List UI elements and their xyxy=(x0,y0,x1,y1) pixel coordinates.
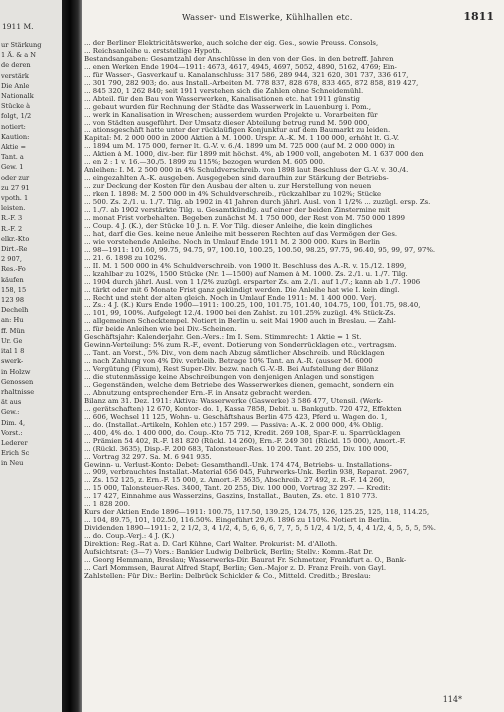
facing-page-line: verstärk xyxy=(1,71,29,80)
text-line: Bestandsangaben: Gesamtzahl der Anschlüsse in den von der Ges. in den betreff. Jahren xyxy=(84,55,394,63)
facing-page-line: R.-F. 2 xyxy=(1,224,23,233)
facing-page-line: Tant. a xyxy=(1,153,24,162)
facing-page-line: leisten. xyxy=(1,204,26,213)
facing-page-line: Nationalk xyxy=(1,92,34,101)
facing-page-line: Ur. Ge xyxy=(1,336,23,345)
facing-page-line: de deren xyxy=(1,61,31,70)
running-head xyxy=(82,10,502,26)
text-line: ... do. (Installat.-Artikeln, Kohlen etc.) 157 299. — Passiva: A.-K. 2 000 000, 4% Oblig. xyxy=(84,421,384,429)
facing-page-line: Lederer xyxy=(1,438,28,447)
text-line: Geschäftsjahr: Kalenderjahr. Gen.-Vers.: Im I. Sem. Stimmrecht: 1 Aktie = 1 St. xyxy=(84,334,362,342)
facing-page-line: käufen xyxy=(1,275,24,284)
facing-page-line: Dechelh xyxy=(1,306,29,315)
text-line: Anleihen: I. M. 2 500 000 in 4% Schuldverschreib. von 1898 laut Beschluss der G.-V. v. 30./4. xyxy=(84,167,409,175)
text-line: ... en 2 : 1 v. 16.—30./5. 1899 zu 115%; bezogen wurden M. 605 000. xyxy=(84,159,325,167)
facing-page-line: Dim. 4, xyxy=(1,418,26,427)
text-line: ... 104, 89.75, 101, 102.50, 116.50%. Eingeführt 29./6. 1896 zu 110%. Notiert in Berlin. xyxy=(84,517,392,525)
text-line: ... werk in Kanalisation in Wreschen; ausserdem wurden Projekte u. Vorarbeiten für xyxy=(84,111,378,119)
text-line: ... Tant. an Vorst., 5% Div., von dem nach Abzug sämtlicher Abschreib. und Rücklagen xyxy=(84,350,385,358)
text-line: ... 1904 durch jährl. Ausl. von 1 1/2% zuzügl. ersparter Zs. am 2./1. auf 1./7.; kann ab 1./7. 1906 xyxy=(84,278,421,286)
book-gutter xyxy=(62,0,82,712)
facing-page-line: Stücke à xyxy=(1,102,31,111)
text-line: ... Zs.: 4 J. (K.) Kurs Ende 1900—1911: 100.25, 100, 101.75, 101.40, 104.75, 100, 101.75, 98.40, xyxy=(84,302,421,310)
facing-page-line: 1 Ä. & a N xyxy=(1,51,37,60)
text-line: ... 1894 um M. 175 000, ferner lt. G.-V. v. 6./4. 1899 um M. 725 000 (auf M. 2 000 000) in xyxy=(84,143,395,151)
facing-page-edge xyxy=(0,0,62,712)
facing-page-text xyxy=(1,40,61,469)
facing-page-line: ital 1 8 xyxy=(1,347,25,356)
facing-page-line: swerk- xyxy=(1,357,24,366)
text-line: Kapital: M. 2 000 000 in 2000 Aktien à M. 1000. Urspr. A.-K. M. 1 100 000, erhöht lt. G.-V. xyxy=(84,135,400,143)
text-line: ... wie vorstehende Anleihe. Noch in Umlauf Ende 1911 M. 2 300 000. Kurs in Berlin xyxy=(84,238,380,246)
text-line: ... 400, 4% do. 1 400 000, do. Coup.-Kto 75 712, Kredit. 269 108, Spar-F. u. Sparrücklagen xyxy=(84,429,401,437)
facing-page-line: Vorst.: xyxy=(1,428,23,437)
text-line: Aufsichtsrat: (3—7) Vors.: Bankier Ludwig Delbrück, Berlin; Stellv.: Komm.-Rat Dr. xyxy=(84,549,374,556)
text-line: ... rken I. 1898: M. 2 500 000 in 4% Schuldverschreib., rückzahlbar zu 102%; Stücke xyxy=(84,191,382,199)
text-line: ... enen Werken Ende 1904—1911: 4673, 4617, 4945, 4697, 5052, 4890, 5162, 4769; Ein- xyxy=(84,63,397,71)
text-line: ... 1./7. ab 1902 verstärkte Tilg. u. Gesamtkündig. auf einer der beiden Zinstermine mit xyxy=(84,207,391,215)
text-line: ... eingezahlten A.-K. ausgeben. Ausgegeben sind daraufhin zur Stärkung der Betriebs- xyxy=(84,175,389,183)
text-line: ... zur Deckung der Kosten für den Ausbau der alten u. zur Herstellung von neuen xyxy=(84,183,372,191)
facing-page-line: 2 907, xyxy=(1,255,22,264)
text-line: ... Vergütung (Fixum), Rest Super-Div. bezw. nach G.-V.-B. Bei Aufstellung der Bilanz xyxy=(84,366,379,374)
text-line: ... 301 790, 282 903; do. aus Install.-Arbeiten M. 778 837, 828 678, 833 465, 872 858, 819 427, xyxy=(84,79,419,87)
text-line: ... Abnutzung entsprechender Ern.-F. in Ansatz gebracht werden. xyxy=(84,389,313,397)
text-line: ... ationsgeschäft hatte unter der rücklaüfigen Konjunktur auf dem Baumarkt zu leiden. xyxy=(84,127,391,135)
text-line: Kurs der Aktien Ende 1896—1911: 100.75, 117.50, 139.25, 124.75, 126, 125.25, 125, 118, 114.25, xyxy=(84,509,430,517)
text-line: ... Aktien à M. 1000, div.-ber. für 1899 mit höchst. 4%, ab 1900 voll, angeboten M. 1 637 000 den xyxy=(84,151,424,159)
facing-page-line: in Holzw xyxy=(1,367,31,376)
running-head-title: Wasser- und Eiswerke, Kühlhallen etc. xyxy=(182,12,353,22)
facing-page-line: Genossen xyxy=(1,377,34,386)
text-line: ... II. M. 1 500 000 in 4% Schuldverschreib. von 1900 lt. Beschluss des A.-R. v. 15./12. 1899, xyxy=(84,262,407,270)
text-line: ... 98—1911: 101.60, 99.75, 94.75, 97, 100.10, 100.25, 100.50, 98.25, 97.75, 96.40, 95, 99, 97, 97%. xyxy=(84,246,436,254)
text-line: ... 500. Zs. 2./1. u. 1./7. Tilg. ab 1902 in 41 Jahren durch jährl. Ausl. von 1 1/2% ... zuzügl. ersp. Zs. xyxy=(84,199,431,207)
text-line: ... Prämien 54 402, R.-F. 181 820 (Rückl. 14 260), Ern.-F. 249 301 (Rückl. 15 000), Amort.-F. xyxy=(84,437,406,445)
facing-page-line: Dirt.-Re xyxy=(1,245,28,254)
text-line: ... gebaut wurden für Rechnung der Städte das Wasserwerk in Lauenburg i. Pom., xyxy=(84,103,372,111)
facing-page-line: notiert: xyxy=(1,122,26,131)
facing-page-line: vpoth. 1 xyxy=(1,194,29,203)
facing-page-line: elkr.-Kto xyxy=(1,234,30,243)
text-line: ... 606, Wechsel 11 125, Wohn- u. Geschäftshaus Berlin 475 423, Pferd u. Wagen do. 1, xyxy=(84,413,388,421)
page-number: 1811 xyxy=(463,10,494,23)
facing-page-line: R.-F. 3 xyxy=(1,214,23,223)
text-line: ... (Rückl. 3635), Disp.-F. 200 683, Talonsteuer-Res. 10 200. Tant. 20 255, Div. 100 000, xyxy=(84,445,389,453)
facing-page-line: 158, 15 xyxy=(1,285,27,294)
text-line: ... für Wasser-, Gasverkauf u. Kanalanschluss: 317 586, 289 944, 321 620, 301 737, 336 617, xyxy=(84,71,409,79)
text-line: Bilanz am 31. Dez. 1911: Aktiva: Wasserwerke (Gaswerke) 3 586 477, Utensil. (Werk- xyxy=(84,397,383,405)
text-line: ... Reichsanleihe u. erststellige Hypoth. xyxy=(84,47,222,55)
text-line: ... 909, verbrauchtes Installat.-Material 656 045, Fuhrwerks-Unk. Berlin 938, Reparat. 2967, xyxy=(84,469,410,477)
facing-page-header: 1911 M. xyxy=(2,22,34,31)
facing-page-line: folgt, 1/2 xyxy=(1,112,32,121)
facing-page-line: rhaltnisse xyxy=(1,387,35,396)
text-line: ... tärkt oder mit 6 Monate Frist ganz gekündigt werden. Die Anleihe hat wie I. kein dingl. xyxy=(84,286,400,294)
text-line: ... für beide Anleihen wie bei Div.-Scheinen. xyxy=(84,326,237,334)
facing-page-line: Gew.: xyxy=(1,408,20,417)
text-line: ... Abteil. für den Bau von Wasserwerken, Kanalisationen etc. hat 1911 günstig xyxy=(84,95,360,103)
text-line: ... gerätschaften) 12 670, Kontor- do. 1, Kassa 7858, Debit. u. Bankgutb. 720 472, Effekten xyxy=(84,405,402,413)
facing-page-line: zu 27 91 xyxy=(1,183,30,192)
text-line: ... monat Frist vorbehalten. Begeben zunächst M. 1 750 000, der Rest von M. 750 000 1899 xyxy=(84,214,406,222)
text-line: ... hat, darf die Ges. keine neue Anleihe mit besseren Rechten auf das Vermögen der Ges. xyxy=(84,230,398,238)
text-line: ... 21. 6. 1898 zu 102%. xyxy=(84,254,167,262)
text-line: Gewinn-Verteilung: 5% zum R.-F., event. Dotierung von Sonderrücklagen etc., vertragsm. xyxy=(84,342,397,350)
text-line: ... 101, 99, 100%. Aufgelegt 12./4. 1900 bei den Zahlst. zu 101.25% zuzügl. 4% Stück-Zs. xyxy=(84,310,396,318)
text-line: ... Vortrag 32 297. Sa. M. 6 941 935. xyxy=(84,453,212,461)
text-line: ... do. Coup.-Verj.: 4 J. (K.) xyxy=(84,533,175,541)
text-line: Zahlstellen: Für Div.: Berlin: Delbrück Schickler & Co., Mitteld. Creditb.; Breslau: xyxy=(84,572,371,580)
facing-page-line: ur Stärkung xyxy=(1,41,42,49)
facing-page-line: Res.-Fo xyxy=(1,265,26,274)
facing-page-line: an: Hu xyxy=(1,316,24,325)
text-line: ... Carl Mommsen, Baurat Alfred Stapf, Berlin; Gen.-Major z. D. Franz Freih. von Gayl. xyxy=(84,564,387,572)
facing-page-line: Die Anle xyxy=(1,81,30,90)
text-line: ... 845 320, 1 262 840; seit 1911 verstehen sich die Zahlen ohne Schneidemühl. xyxy=(84,87,364,95)
text-line: ... Zs. 152 125, z. Ern.-F. 15 000, z. Amort.-F. 3635, Abschreib. 27 492, z. R.-F. 14 260, xyxy=(84,477,385,485)
text-line: ... die stutenmässige keine Abschreibungen von denjenigen Anlagen und sonstigen xyxy=(84,374,375,382)
facing-page-line: in Neu xyxy=(1,459,24,468)
facing-page-line: ff. Mün xyxy=(1,326,25,335)
facing-page-line: 123 98 xyxy=(1,296,25,305)
text-line: ... 1 828 200. xyxy=(84,501,131,509)
facing-page-line: Erich Sc xyxy=(1,449,30,458)
body-text xyxy=(84,40,500,581)
text-line: ... nach Zahlung von 4% Div. verbleib. Betrage 10% Tant. an A.-R. (ausser M. 6000 xyxy=(84,358,373,366)
document-page xyxy=(82,0,504,712)
text-line: ... Coup. 4 J. (K.), der Stücke 10 J. n. F. Vor Tilg. dieser Anleihe, die kein dingliches xyxy=(84,222,373,230)
facing-page-line: Gew. 1 xyxy=(1,163,24,172)
text-line: Direktion: Reg.-Rat a. D. Carl Kühne, Carl Walter. Prokurist: M. d'Alloth. xyxy=(84,541,338,549)
facing-page-line: Aktie = xyxy=(1,143,27,152)
signature-mark: 114* xyxy=(442,695,462,704)
facing-page-line: Kaution: xyxy=(1,132,30,141)
text-line: ... von Städten ausgeführt. Der Umsatz dieser Abteilung betrug rund M. 590 000, xyxy=(84,119,370,127)
text-line: ... 15 000, Talonsteuer-Res. 3400, Tant. 20 255, Div. 100 000, Vortrag 32 297. — Kredit: xyxy=(84,485,391,493)
text-line: ... allgemeinen Schecktempel. Notiert in Berlin u. seit Mai 1900 auch in Breslau. — Zahl- xyxy=(84,318,396,326)
text-line: Dividenden 1890—1911: 2, 2 1/2, 3, 4 1/2, 4, 5, 6, 6, 6, 7, 7, 5, 5 1/2, 4 1/2, 5, 4, 4 1/2, 4, 5, 5, 5, 5%. xyxy=(84,525,436,533)
text-line: Gewinn- u. Verlust-Konto: Debet: Gesamthandl.-Unk. 174 474, Betriebs- u. Installations- xyxy=(84,461,392,469)
text-line: ... 17 427, Einnahme aus Wasserzins, Gaszins, Installat., Bauten, Zs. etc. 1 810 773. xyxy=(84,493,378,501)
facing-page-line: ät aus xyxy=(1,398,22,407)
text-line: ... Gegenständen, welche dem Betriebe des Wasserwerkes dienen, gemacht, sondern ein xyxy=(84,381,394,389)
text-line: ... der Berliner Elektricitätswerke, auch solche der eig. Ges., sowie Preuss. Consols, xyxy=(84,40,379,47)
text-line: ... Georg Hemmann, Breslau; Wasserwerks-Dir. Baurat Fr. Schmetzer, Frankfurt a. O., Bank- xyxy=(84,556,407,564)
facing-page-line: oder zur xyxy=(1,173,30,182)
text-line: ... Recht und steht der alten gleich. Noch in Umlauf Ende 1911: M. 1 400 000. Verj. xyxy=(84,294,377,302)
text-line: ... kzahlbar zu 102%, 1500 Stücke (Nr. 1—1500) auf Namen à M. 1000. Zs. 2./1. u. 1./7. Tilg. xyxy=(84,270,408,278)
